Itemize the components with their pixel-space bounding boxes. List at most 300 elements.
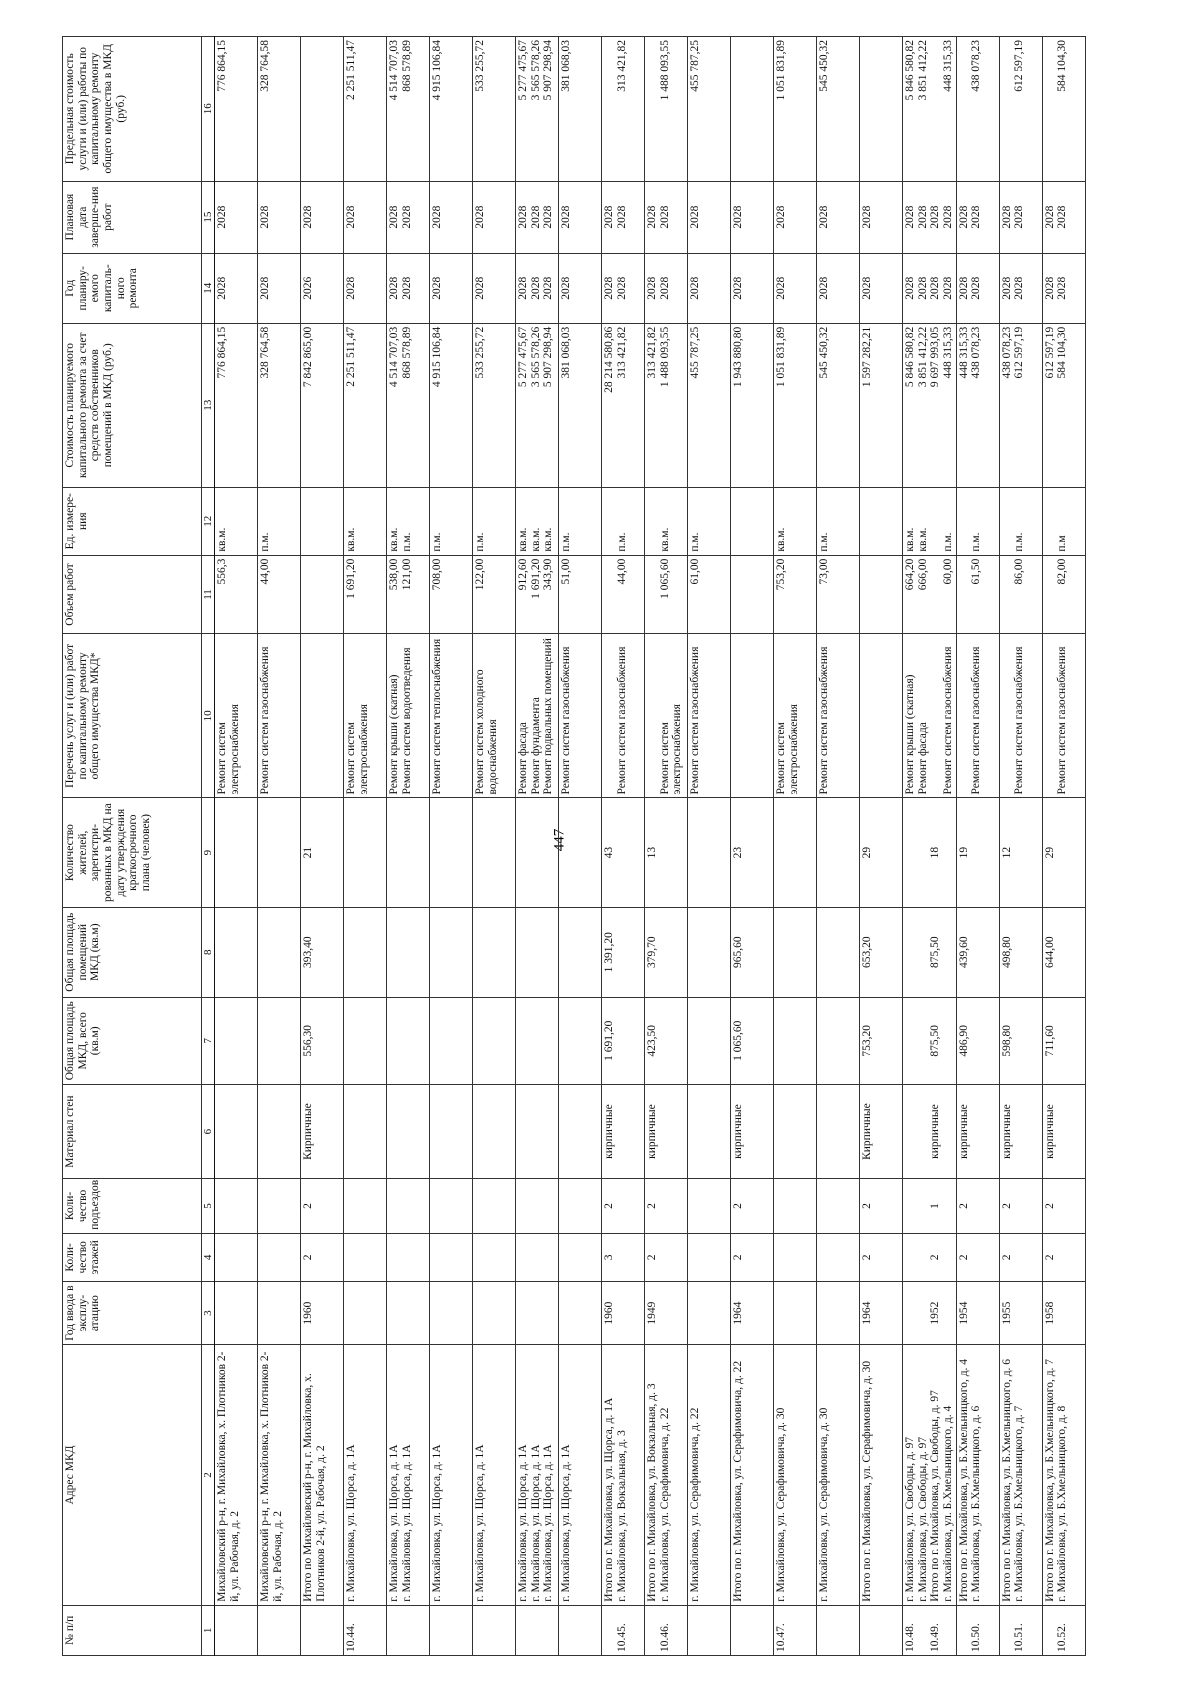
table-cell: 2026 bbox=[301, 253, 344, 323]
table-cell: 19 bbox=[956, 798, 999, 907]
column-number: 1 bbox=[202, 1605, 215, 1655]
table-cell: кв.м. п.м. bbox=[387, 487, 430, 555]
table-cell: Ремонт систем газоснабжения bbox=[688, 634, 731, 798]
column-number: 3 bbox=[202, 1281, 215, 1344]
table-row bbox=[473, 37, 516, 1656]
table-row bbox=[516, 37, 559, 1656]
table-cell bbox=[516, 1281, 559, 1344]
table-cell: 2028 bbox=[473, 181, 516, 253]
table-cell: г. Михайловка, ул. Щорса, д. 1А г. Михайловка, ул. Щорса, д. 1А bbox=[387, 1345, 430, 1605]
table-cell: 2028 bbox=[258, 253, 301, 323]
table-cell bbox=[688, 1281, 731, 1344]
table-cell: 2028 2028 bbox=[645, 181, 688, 253]
table-cell: Итого по Михайловский р-н, г. Михайловка, х. Плотников 2-й, ул. Рабочая, д. 2 bbox=[301, 1345, 344, 1605]
table-row bbox=[559, 37, 602, 1656]
table-row bbox=[215, 37, 258, 1656]
column-header: Стоимость планируемого капитального ремонта за счет средств собственников помещений в МКД (руб.) bbox=[63, 323, 202, 487]
table-row bbox=[956, 37, 999, 1656]
table-cell: кв.м. bbox=[215, 487, 258, 555]
table-cell: п.м. bbox=[473, 487, 516, 555]
column-number: 12 bbox=[202, 487, 215, 555]
table-cell bbox=[387, 1233, 430, 1281]
table-cell: 86,00 bbox=[999, 555, 1042, 634]
table-cell bbox=[688, 907, 731, 997]
rotated-table-container bbox=[62, 36, 1170, 1656]
table-cell: п.м. bbox=[602, 487, 645, 555]
table-cell: г. Михайловка, ул. Щорса, д. 1А г. Михайловка, ул. Щорса, д. 1А г. Михайловка, ул. Щорса, д. 1А bbox=[516, 1345, 559, 1605]
table-cell: 598,80 bbox=[999, 997, 1042, 1085]
table-cell bbox=[430, 1281, 473, 1344]
table-cell bbox=[473, 1085, 516, 1179]
column-header: Адрес МКД bbox=[63, 1345, 202, 1605]
table-cell: 2028 2028 bbox=[602, 181, 645, 253]
table-cell: 2028 2028 bbox=[602, 253, 645, 323]
table-row bbox=[860, 37, 903, 1656]
table-cell: г. Михайловка, ул. Щорса, д. 1А bbox=[430, 1345, 473, 1605]
table-cell bbox=[215, 798, 258, 907]
table-row bbox=[430, 37, 473, 1656]
table-cell: 455 787,25 bbox=[688, 323, 731, 487]
table-cell: п.м. bbox=[559, 487, 602, 555]
table-cell: 2 bbox=[999, 1179, 1042, 1234]
table-cell: Ремонт систем электроснабжения bbox=[215, 634, 258, 798]
table-row bbox=[602, 37, 645, 1656]
table-cell bbox=[559, 1605, 602, 1655]
table-cell: 448 315,33 438 078,23 bbox=[956, 323, 999, 487]
table-cell bbox=[258, 907, 301, 997]
table-cell: Ремонт систем газоснабжения bbox=[817, 634, 860, 798]
table-cell: Ремонт систем газоснабжения bbox=[258, 634, 301, 798]
table-cell bbox=[473, 1281, 516, 1344]
table-cell bbox=[774, 1179, 817, 1234]
table-cell bbox=[774, 1233, 817, 1281]
table-cell bbox=[258, 1085, 301, 1179]
table-cell: 10.48. 10.49. bbox=[903, 1605, 957, 1655]
table-cell bbox=[559, 997, 602, 1085]
table-cell: 5 277 475,67 3 565 578,26 5 907 298,94 bbox=[516, 323, 559, 487]
table-row bbox=[344, 37, 387, 1656]
table-cell: 1 391,20 bbox=[602, 907, 645, 997]
table-cell: 653,20 bbox=[860, 907, 903, 997]
table-cell: 556,3 bbox=[215, 555, 258, 634]
table-cell bbox=[344, 1179, 387, 1234]
table-cell: 2 bbox=[1042, 1179, 1085, 1234]
table-cell: 2028 2028 bbox=[999, 253, 1042, 323]
table-cell: 2 bbox=[860, 1179, 903, 1234]
table-cell: 4 915 106,84 bbox=[430, 323, 473, 487]
table-cell: 2028 bbox=[559, 181, 602, 253]
column-header: Год планиру-емого капиталь-ного ремонта bbox=[63, 253, 202, 323]
table-cell: 2028 bbox=[860, 253, 903, 323]
table-cell bbox=[387, 798, 430, 907]
table-row bbox=[817, 37, 860, 1656]
table-cell: 1 943 880,80 bbox=[731, 323, 774, 487]
table-cell bbox=[387, 907, 430, 997]
table-cell: 2 bbox=[956, 1233, 999, 1281]
table-cell: 2 bbox=[999, 1233, 1042, 1281]
table-cell bbox=[473, 1605, 516, 1655]
table-cell: 2028 bbox=[688, 253, 731, 323]
table-cell: 82,00 bbox=[1042, 555, 1085, 634]
table-cell: 711,60 bbox=[1042, 997, 1085, 1085]
table-cell: 10.45. bbox=[602, 1605, 645, 1655]
table-cell: 10.51. bbox=[999, 1605, 1042, 1655]
column-number: 5 bbox=[202, 1179, 215, 1234]
table-cell bbox=[387, 1281, 430, 1344]
table-cell: 1 488 093,55 bbox=[645, 37, 688, 182]
table-cell bbox=[473, 997, 516, 1085]
table-cell: п.м. bbox=[999, 487, 1042, 555]
table-cell: 1960 bbox=[602, 1281, 645, 1344]
table-cell bbox=[817, 1179, 860, 1234]
table-cell bbox=[516, 1605, 559, 1655]
table-cell: 43 bbox=[602, 798, 645, 907]
table-cell: 3 bbox=[602, 1233, 645, 1281]
table-cell: 2 bbox=[731, 1233, 774, 1281]
repair-plan-table bbox=[62, 36, 1086, 1656]
table-cell: 4 915 106,84 bbox=[430, 37, 473, 182]
table-cell bbox=[430, 798, 473, 907]
table-cell bbox=[344, 798, 387, 907]
table-cell: 2028 2028 bbox=[387, 181, 430, 253]
table-cell bbox=[559, 1179, 602, 1234]
table-cell: 875,50 bbox=[903, 907, 957, 997]
table-cell: 2028 bbox=[860, 181, 903, 253]
table-cell: 545 450,32 bbox=[817, 323, 860, 487]
table-cell: 44,00 bbox=[258, 555, 301, 634]
table-cell: г. Михайловка, ул. Щорса, д. 1А bbox=[559, 1345, 602, 1605]
column-number: 6 bbox=[202, 1085, 215, 1179]
table-cell bbox=[344, 1085, 387, 1179]
table-cell: Ремонт систем электроснабжения bbox=[344, 634, 387, 798]
table-cell: 2028 2028 2028 bbox=[516, 253, 559, 323]
table-cell: 122,00 bbox=[473, 555, 516, 634]
table-cell bbox=[817, 1233, 860, 1281]
table-cell: п.м. bbox=[817, 487, 860, 555]
table-cell: 708,00 bbox=[430, 555, 473, 634]
table-cell: 5 846 580,82 3 851 412,22 448 315,33 bbox=[903, 37, 957, 182]
table-cell: 1 065,60 bbox=[645, 555, 688, 634]
table-cell: 486,90 bbox=[956, 997, 999, 1085]
table-cell bbox=[473, 907, 516, 997]
table-cell: г. Михайловка, ул. Серафимовича, д. 30 bbox=[817, 1345, 860, 1605]
table-cell: 2 bbox=[731, 1179, 774, 1234]
table-cell: 2028 bbox=[301, 181, 344, 253]
table-cell: 2028 2028 2028 bbox=[516, 181, 559, 253]
table-cell: кирпичные bbox=[999, 1085, 1042, 1179]
column-header: Количество жителей, зарегистри-рованных в МКД на дату утверждения краткосрочного плана (человек) bbox=[63, 798, 202, 907]
table-cell: 2028 2028 bbox=[387, 253, 430, 323]
table-cell: 1954 bbox=[956, 1281, 999, 1344]
table-cell: 1964 bbox=[731, 1281, 774, 1344]
table-cell bbox=[301, 487, 344, 555]
table-cell bbox=[860, 37, 903, 182]
table-cell: 393,40 bbox=[301, 907, 344, 997]
table-cell bbox=[516, 907, 559, 997]
table-cell: 12 bbox=[999, 798, 1042, 907]
table-cell: 965,60 bbox=[731, 907, 774, 997]
table-cell bbox=[688, 1085, 731, 1179]
column-header: Год ввода в эксплу-атацию bbox=[63, 1281, 202, 1344]
table-cell: г. Михайловка, ул. Серафимовича, д. 30 bbox=[774, 1345, 817, 1605]
table-cell: 2 251 511,47 bbox=[344, 37, 387, 182]
column-header: Коли-чество подъездов bbox=[63, 1179, 202, 1234]
table-cell: 2028 2028 bbox=[999, 181, 1042, 253]
table-cell: 753,20 bbox=[774, 555, 817, 634]
table-cell: кирпичные bbox=[645, 1085, 688, 1179]
table-row bbox=[1042, 37, 1085, 1656]
table-cell: 2 bbox=[903, 1233, 957, 1281]
table-cell: 2028 bbox=[817, 253, 860, 323]
table-cell: 2028 2028 bbox=[956, 181, 999, 253]
table-cell: г. Михайловка, ул. Щорса, д. 1А bbox=[344, 1345, 387, 1605]
table-cell bbox=[258, 1605, 301, 1655]
table-cell: Ремонт систем электроснабжения bbox=[774, 634, 817, 798]
column-number: 9 bbox=[202, 798, 215, 907]
table-cell: 498,80 bbox=[999, 907, 1042, 997]
table-cell: 2028 2028 2028 2028 bbox=[903, 181, 957, 253]
table-cell bbox=[731, 1605, 774, 1655]
table-cell bbox=[774, 1281, 817, 1344]
table-cell: 533 255,72 bbox=[473, 323, 516, 487]
table-cell: 2028 2028 bbox=[645, 253, 688, 323]
table-cell bbox=[215, 907, 258, 997]
table-cell: 313 421,82 bbox=[602, 37, 645, 182]
table-cell: Ремонт систем газоснабжения bbox=[559, 634, 602, 798]
table-cell: 29 bbox=[860, 798, 903, 907]
table-cell bbox=[774, 798, 817, 907]
table-cell: 2028 bbox=[344, 253, 387, 323]
table-cell bbox=[430, 1233, 473, 1281]
table-cell: 2028 bbox=[817, 181, 860, 253]
table-cell: Ремонт крыши (скатная) Ремонт систем водоотведения bbox=[387, 634, 430, 798]
table-cell: 2028 bbox=[430, 253, 473, 323]
table-cell: 664,20 666,00 60,00 bbox=[903, 555, 957, 634]
table-cell: 381 068,03 bbox=[559, 323, 602, 487]
table-cell bbox=[344, 907, 387, 997]
table-cell: 438 078,23 612 597,19 bbox=[999, 323, 1042, 487]
table-cell bbox=[688, 1605, 731, 1655]
table-cell bbox=[860, 487, 903, 555]
table-cell: 776 864,15 bbox=[215, 323, 258, 487]
table-cell bbox=[774, 1085, 817, 1179]
page-number: 447 bbox=[551, 828, 568, 852]
table-cell bbox=[516, 1233, 559, 1281]
table-cell: 912,60 1 691,20 343,90 bbox=[516, 555, 559, 634]
table-cell bbox=[516, 1179, 559, 1234]
table-cell bbox=[301, 37, 344, 182]
table-cell bbox=[215, 1085, 258, 1179]
table-cell: 4 514 707,03 868 578,89 bbox=[387, 37, 430, 182]
table-cell: 584 104,30 bbox=[1042, 37, 1085, 182]
table-cell bbox=[860, 1605, 903, 1655]
table-cell: 2028 bbox=[559, 253, 602, 323]
table-cell: 28 214 580,86 313 421,82 bbox=[602, 323, 645, 487]
table-cell: 2 bbox=[956, 1179, 999, 1234]
table-cell: 10.52. bbox=[1042, 1605, 1085, 1655]
table-cell bbox=[344, 1233, 387, 1281]
column-number: 4 bbox=[202, 1233, 215, 1281]
column-header: Плановая дата заверше-ния работ bbox=[63, 181, 202, 253]
table-cell: Ремонт систем газоснабжения bbox=[999, 634, 1042, 798]
column-header: № п/п bbox=[63, 1605, 202, 1655]
table-cell bbox=[344, 1281, 387, 1344]
table-cell bbox=[516, 997, 559, 1085]
table-cell bbox=[817, 1605, 860, 1655]
table-cell: 1 597 282,21 bbox=[860, 323, 903, 487]
table-cell: Итого по г. Михайловка, ул. Вокзальная, д. 3 г. Михайловка, ул. Серафимовича, д. 22 bbox=[645, 1345, 688, 1605]
table-cell bbox=[344, 997, 387, 1085]
table-cell bbox=[559, 1233, 602, 1281]
table-cell: 4 514 707,03 868 578,89 bbox=[387, 323, 430, 487]
table-cell bbox=[473, 1179, 516, 1234]
table-cell: 439,60 bbox=[956, 907, 999, 997]
table-cell: 2028 2028 bbox=[956, 253, 999, 323]
table-cell: Ремонт систем теплоснабжения bbox=[430, 634, 473, 798]
column-header: Общая площадь МКД, всего (кв.м) bbox=[63, 997, 202, 1085]
table-cell: Итого по г. Михайловка, ул. Щорса, д. 1А г. Михайловка, ул. Вокзальная, д. 3 bbox=[602, 1345, 645, 1605]
table-cell: кв.м. bbox=[774, 487, 817, 555]
table-cell: 2028 bbox=[688, 181, 731, 253]
table-cell: 612 597,19 bbox=[999, 37, 1042, 182]
table-cell: п.м. bbox=[258, 487, 301, 555]
table-cell bbox=[559, 798, 602, 907]
table-cell: Ремонт крыши (скатная) Ремонт фасада Ремонт систем газоснабжения bbox=[903, 634, 957, 798]
table-cell: кирпичные bbox=[731, 1085, 774, 1179]
table-header-row bbox=[63, 37, 202, 1656]
table-cell: 328 764,58 bbox=[258, 323, 301, 487]
table-cell: 1955 bbox=[999, 1281, 1042, 1344]
table-cell: 21 bbox=[301, 798, 344, 907]
table-cell bbox=[731, 487, 774, 555]
table-cell bbox=[430, 1605, 473, 1655]
table-cell: 875,50 bbox=[903, 997, 957, 1085]
table-cell: 2 bbox=[645, 1233, 688, 1281]
table-cell: 438 078,23 bbox=[956, 37, 999, 182]
table-cell bbox=[258, 1179, 301, 1234]
table-cell: 328 764,58 bbox=[258, 37, 301, 182]
table-row bbox=[688, 37, 731, 1656]
table-cell bbox=[774, 997, 817, 1085]
table-cell: 2 bbox=[1042, 1233, 1085, 1281]
table-cell bbox=[688, 798, 731, 907]
column-number: 10 bbox=[202, 634, 215, 798]
table-cell bbox=[817, 798, 860, 907]
table-cell: Итого по г. Михайловка, ул. Б.Хмельницкого, д. 4 г. Михайловка, ул. Б.Хмельницкого, д. 6 bbox=[956, 1345, 999, 1605]
table-cell bbox=[817, 1085, 860, 1179]
table-cell: 533 255,72 bbox=[473, 37, 516, 182]
table-cell: 556,30 bbox=[301, 997, 344, 1085]
table-cell: 753,20 bbox=[860, 997, 903, 1085]
table-row bbox=[903, 37, 957, 1656]
table-cell bbox=[688, 1179, 731, 1234]
table-cell: 2 bbox=[301, 1179, 344, 1234]
table-cell: 1 065,60 bbox=[731, 997, 774, 1085]
table-cell: 61,00 bbox=[688, 555, 731, 634]
column-header: Ед. измере-ния bbox=[63, 487, 202, 555]
column-number: 7 bbox=[202, 997, 215, 1085]
table-cell: кв.м. кв.м. п.м. bbox=[903, 487, 957, 555]
table-cell: Ремонт систем газоснабжения bbox=[956, 634, 999, 798]
table-cell bbox=[817, 907, 860, 997]
table-cell: 2028 bbox=[215, 181, 258, 253]
table-cell: п.м bbox=[1042, 487, 1085, 555]
table-cell: 1960 bbox=[301, 1281, 344, 1344]
table-cell bbox=[430, 1085, 473, 1179]
table-cell: 2028 bbox=[258, 181, 301, 253]
table-cell: Михайловский р-н, г. Михайловка, х. Плотников 2-й, ул. Рабочая, д. 2 bbox=[258, 1345, 301, 1605]
table-cell: кирпичные bbox=[903, 1085, 957, 1179]
table-cell: 644,00 bbox=[1042, 907, 1085, 997]
table-cell: Ремонт систем газоснабжения bbox=[1042, 634, 1085, 798]
table-cell bbox=[301, 1605, 344, 1655]
table-cell: г. Михайловка, ул. Серафимовича, д. 22 bbox=[688, 1345, 731, 1605]
table-cell bbox=[258, 1233, 301, 1281]
table-cell: кв.м. кв.м. кв.м. bbox=[516, 487, 559, 555]
table-cell bbox=[215, 1605, 258, 1655]
table-cell: 2028 bbox=[774, 253, 817, 323]
table-cell: 29 bbox=[1042, 798, 1085, 907]
table-cell bbox=[688, 997, 731, 1085]
table-cell: 2 bbox=[301, 1233, 344, 1281]
table-cell: 1958 bbox=[1042, 1281, 1085, 1344]
table-cell bbox=[215, 1233, 258, 1281]
table-cell: г. Михайловка, ул. Щорса, д. 1А bbox=[473, 1345, 516, 1605]
table-cell: Итого по г. Михайловка, ул. Серафимовича, д. 22 bbox=[731, 1345, 774, 1605]
table-cell: 423,50 bbox=[645, 997, 688, 1085]
table-cell: п.м. bbox=[688, 487, 731, 555]
table-cell bbox=[258, 1281, 301, 1344]
table-cell bbox=[387, 1605, 430, 1655]
table-cell bbox=[301, 555, 344, 634]
table-cell: 1 691,20 bbox=[344, 555, 387, 634]
table-cell: 2028 bbox=[731, 253, 774, 323]
table-cell bbox=[774, 907, 817, 997]
table-cell: 2 bbox=[860, 1233, 903, 1281]
table-cell bbox=[430, 907, 473, 997]
table-cell: 1949 bbox=[645, 1281, 688, 1344]
table-cell: 10.44. bbox=[344, 1605, 387, 1655]
table-cell: 381 068,03 bbox=[559, 37, 602, 182]
table-cell: кирпичные bbox=[956, 1085, 999, 1179]
table-cell bbox=[817, 1281, 860, 1344]
column-header: Объем работ bbox=[63, 555, 202, 634]
column-number: 15 bbox=[202, 181, 215, 253]
table-cell: 2028 bbox=[215, 253, 258, 323]
table-cell: 23 bbox=[731, 798, 774, 907]
table-cell bbox=[731, 37, 774, 182]
table-cell: 7 842 865,00 bbox=[301, 323, 344, 487]
table-row bbox=[258, 37, 301, 1656]
table-cell: Ремонт систем холодного водоснабжения bbox=[473, 634, 516, 798]
table-cell bbox=[473, 798, 516, 907]
table-cell: 379,70 bbox=[645, 907, 688, 997]
table-cell: 1964 bbox=[860, 1281, 903, 1344]
table-row bbox=[731, 37, 774, 1656]
table-cell: 5 846 580,82 3 851 412,22 9 697 993,05 448 315,33 bbox=[903, 323, 957, 487]
table-cell bbox=[430, 1179, 473, 1234]
table-cell bbox=[473, 1233, 516, 1281]
table-cell: 51,00 bbox=[559, 555, 602, 634]
table-cell bbox=[731, 634, 774, 798]
table-cell: кв.м. bbox=[344, 487, 387, 555]
table-cell: 2 bbox=[645, 1179, 688, 1234]
table-cell bbox=[215, 1179, 258, 1234]
column-header: Перечень услуг и (или) работ по капитальному ремонту общего имущества МКД* bbox=[63, 634, 202, 798]
table-cell: 2028 2028 bbox=[1042, 181, 1085, 253]
table-cell: 10.46. bbox=[645, 1605, 688, 1655]
column-number: 2 bbox=[202, 1345, 215, 1605]
